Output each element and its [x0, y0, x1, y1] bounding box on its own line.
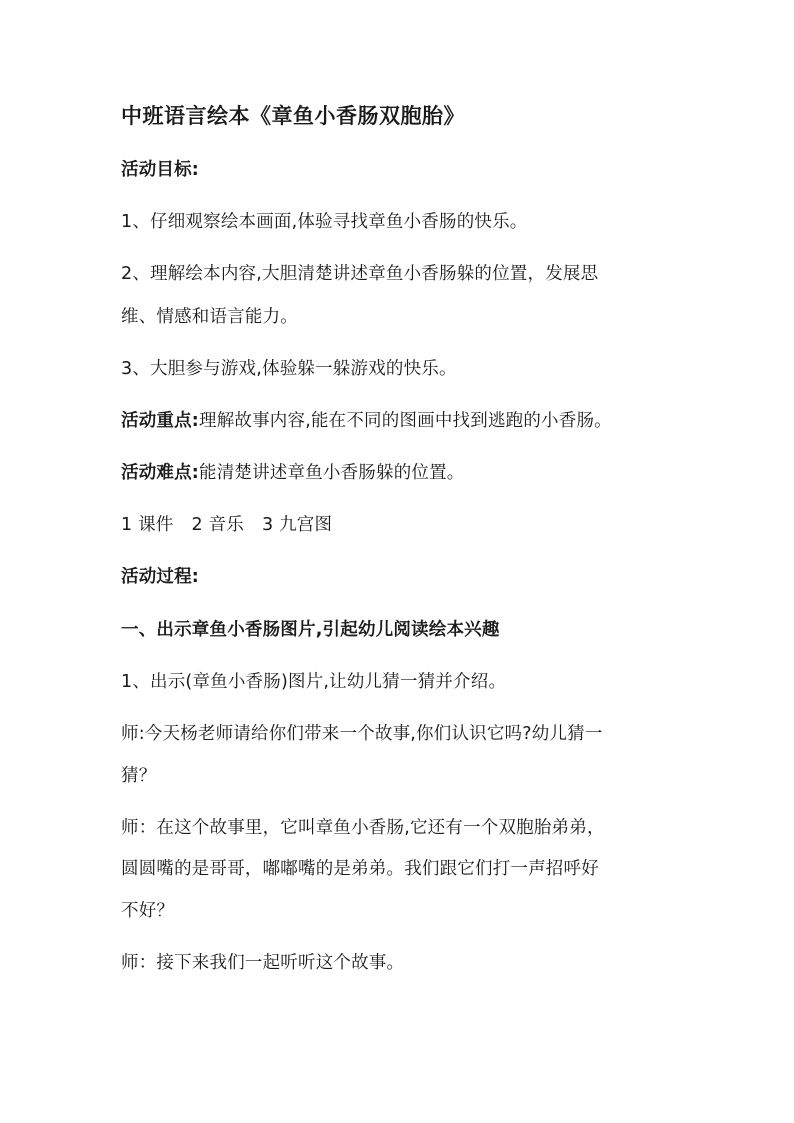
section1-line: 猜？: [121, 766, 157, 786]
section1-line: 师：在这个故事里，它叫章鱼小香肠,它还有一个双胞胎弟弟，: [121, 818, 605, 838]
section1-line: 1、出示(章鱼小香肠)图片,让幼儿猜一猜并介绍。: [121, 672, 507, 692]
materials-line: [121, 513, 332, 537]
goal-item-2-continued: 维、情感和语言能力。: [121, 307, 298, 327]
section1-line: 圆圆嘴的是哥哥，嘟嘟嘴的是弟弟。我们跟它们打一声招呼好: [121, 859, 599, 879]
difficulty-text: 能清楚讲述章鱼小香肠躲的位置。: [199, 463, 465, 483]
difficulty-paragraph: [121, 461, 465, 485]
key-point-label: 活动重点:: [121, 411, 199, 431]
material-item: 1 课件: [121, 515, 174, 535]
difficulty-label: 活动难点:: [121, 463, 199, 483]
section1-line: 师:今天杨老师请给你们带来一个故事,你们认识它吗?幼儿猜一: [121, 724, 603, 744]
process-heading: 活动过程:: [121, 567, 199, 587]
goals-heading: 活动目标:: [121, 160, 199, 180]
material-item: 3 九宫图: [262, 515, 333, 535]
goal-item-2: 2、理解绘本内容,大胆清楚讲述章鱼小香肠躲的位置，发展思: [121, 264, 599, 284]
section1-line: 师：接下来我们一起听听这个故事。: [121, 953, 405, 973]
section1-heading: 一、出示章鱼小香肠图片,引起幼儿阅读绘本兴趣: [121, 620, 500, 640]
material-item: 2 音乐: [191, 515, 244, 535]
goal-item-1: 1、仔细观察绘本画面,体验寻找章鱼小香肠的快乐。: [121, 212, 528, 232]
section1-line: 不好？: [121, 901, 175, 921]
key-point-text: 理解故事内容,能在不同的图画中找到逃跑的小香肠。: [199, 411, 612, 431]
key-point-paragraph: [121, 409, 612, 433]
document-title: 中班语言绘本《章鱼小香肠双胞胎》: [121, 104, 465, 128]
goal-item-3: 3、大胆参与游戏,体验躲一躲游戏的快乐。: [121, 359, 457, 379]
